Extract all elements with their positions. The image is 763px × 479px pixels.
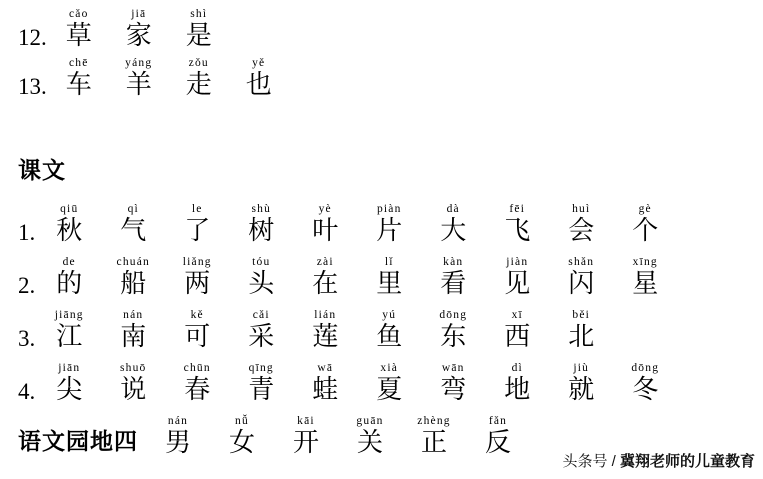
hanzi-text: 开 xyxy=(292,428,319,457)
hanzi-text: 关 xyxy=(356,428,383,457)
pinyin-text: de xyxy=(62,256,76,268)
character-cell xyxy=(485,309,549,352)
pinyin-text: kāi xyxy=(297,415,315,427)
character-cell xyxy=(338,415,402,458)
pinyin-text: nán xyxy=(123,309,144,321)
character-cell xyxy=(169,8,229,51)
pinyin-text: zhèng xyxy=(417,415,451,427)
character-group xyxy=(37,256,677,299)
character-cell xyxy=(165,203,229,246)
pinyin-text: chūn xyxy=(183,362,211,374)
pinyin-text: shǎn xyxy=(568,256,595,268)
pinyin-text: qiū xyxy=(60,203,79,215)
pinyin-text: xīng xyxy=(632,256,658,268)
character-cell xyxy=(165,256,229,299)
character-cell xyxy=(101,256,165,299)
hanzi-text: 船 xyxy=(120,269,147,298)
hanzi-text: 飞 xyxy=(504,216,531,245)
character-cell xyxy=(274,415,338,458)
hanzi-text: 青 xyxy=(248,375,275,404)
row-number: 12. xyxy=(18,25,47,50)
character-cell xyxy=(169,57,229,100)
row-number: 4. xyxy=(18,379,36,404)
lesson-row xyxy=(0,362,763,405)
character-cell xyxy=(357,203,421,246)
pinyin-text: yè xyxy=(318,203,332,215)
character-cell xyxy=(421,309,485,352)
pinyin-text: yú xyxy=(382,309,397,321)
character-cell xyxy=(421,256,485,299)
hanzi-text: 羊 xyxy=(125,70,152,99)
pinyin-text: xī xyxy=(511,309,523,321)
pinyin-text: jiāng xyxy=(54,309,84,321)
character-cell xyxy=(229,309,293,352)
lesson-row xyxy=(0,203,763,246)
hanzi-text: 采 xyxy=(248,322,275,351)
character-cell xyxy=(165,309,229,352)
character-cell xyxy=(549,256,613,299)
character-cell xyxy=(357,362,421,405)
character-cell xyxy=(37,256,101,299)
pinyin-text: piàn xyxy=(376,203,402,215)
pinyin-text: fēi xyxy=(509,203,526,215)
character-group xyxy=(37,203,677,246)
character-cell xyxy=(101,203,165,246)
row-number: 2. xyxy=(18,273,36,298)
character-group xyxy=(49,57,289,100)
hanzi-text: 春 xyxy=(184,375,211,404)
character-cell xyxy=(49,8,109,51)
watermark-brand: 冀翔老师的儿童教育 xyxy=(619,453,755,470)
pinyin-text: fǎn xyxy=(488,415,508,427)
hanzi-text: 叶 xyxy=(312,216,339,245)
pinyin-text: dōng xyxy=(439,309,468,321)
watermark xyxy=(562,450,755,471)
hanzi-text: 尖 xyxy=(56,375,83,404)
character-cell xyxy=(485,362,549,405)
hanzi-text: 江 xyxy=(56,322,83,351)
character-cell xyxy=(485,203,549,246)
pinyin-text: liǎng xyxy=(182,256,212,268)
hanzi-text: 女 xyxy=(228,428,255,457)
character-cell xyxy=(109,57,169,100)
hanzi-text: 南 xyxy=(120,322,147,351)
hanzi-text: 两 xyxy=(184,269,211,298)
character-cell xyxy=(293,203,357,246)
character-cell xyxy=(357,309,421,352)
vocabulary-row xyxy=(0,57,763,100)
pinyin-text: shuō xyxy=(119,362,147,374)
hanzi-text: 反 xyxy=(484,428,511,457)
character-group xyxy=(146,415,530,458)
row-number: 1. xyxy=(18,220,36,245)
pinyin-text: nán xyxy=(167,415,189,427)
pinyin-text: kě xyxy=(190,309,204,321)
hanzi-text: 个 xyxy=(632,216,659,245)
pinyin-text: kàn xyxy=(443,256,464,268)
character-cell xyxy=(37,309,101,352)
hanzi-text: 秋 xyxy=(56,216,83,245)
pinyin-text: huì xyxy=(572,203,591,215)
hanzi-text: 西 xyxy=(504,322,531,351)
pinyin-text: xià xyxy=(380,362,399,374)
pinyin-text: le xyxy=(191,203,203,215)
hanzi-text: 片 xyxy=(376,216,403,245)
character-cell xyxy=(165,362,229,405)
hanzi-text: 的 xyxy=(56,269,83,298)
hanzi-text: 莲 xyxy=(312,322,339,351)
pinyin-text: zài xyxy=(316,256,334,268)
character-cell xyxy=(37,362,101,405)
lesson-row xyxy=(0,256,763,299)
character-cell xyxy=(549,203,613,246)
hanzi-text: 男 xyxy=(164,428,191,457)
pinyin-text: shì xyxy=(190,8,208,20)
pinyin-text: wā xyxy=(317,362,334,374)
character-group xyxy=(37,309,613,352)
pinyin-text: jiān xyxy=(58,362,81,374)
character-cell xyxy=(613,362,677,405)
hanzi-text: 正 xyxy=(420,428,447,457)
hanzi-text: 看 xyxy=(440,269,467,298)
pinyin-text: dà xyxy=(446,203,460,215)
pinyin-text: chuán xyxy=(116,256,150,268)
hanzi-text: 会 xyxy=(568,216,595,245)
pinyin-text: chē xyxy=(68,57,89,69)
character-cell xyxy=(293,309,357,352)
row-number: 3. xyxy=(18,326,36,351)
hanzi-text: 地 xyxy=(504,375,531,404)
character-cell xyxy=(293,362,357,405)
hanzi-text: 是 xyxy=(185,21,212,50)
pinyin-text: guān xyxy=(356,415,384,427)
hanzi-text: 家 xyxy=(125,21,152,50)
character-cell xyxy=(210,415,274,458)
pinyin-text: jiù xyxy=(573,362,590,374)
character-cell xyxy=(229,203,293,246)
character-cell xyxy=(357,256,421,299)
lesson-row xyxy=(0,309,763,352)
character-cell xyxy=(229,256,293,299)
hanzi-text: 气 xyxy=(120,216,147,245)
hanzi-text: 树 xyxy=(248,216,275,245)
character-cell xyxy=(485,256,549,299)
vocabulary-list-top xyxy=(0,0,763,100)
pinyin-text: yě xyxy=(252,57,266,69)
pinyin-text: dì xyxy=(511,362,523,374)
hanzi-text: 也 xyxy=(245,70,272,99)
hanzi-text: 就 xyxy=(568,375,595,404)
pinyin-text: gè xyxy=(638,203,652,215)
character-cell xyxy=(402,415,466,458)
pinyin-text: zǒu xyxy=(188,57,209,69)
watermark-prefix: 头条号 / xyxy=(562,453,620,470)
character-cell xyxy=(549,309,613,352)
hanzi-text: 里 xyxy=(376,269,403,298)
hanzi-text: 走 xyxy=(185,70,212,99)
character-cell xyxy=(421,203,485,246)
pinyin-text: yáng xyxy=(125,57,153,69)
character-cell xyxy=(109,8,169,51)
character-cell xyxy=(421,362,485,405)
pinyin-text: nǚ xyxy=(235,415,249,427)
hanzi-text: 弯 xyxy=(440,375,467,404)
character-cell xyxy=(466,415,530,458)
pinyin-text: dōng xyxy=(631,362,660,374)
character-cell xyxy=(229,57,289,100)
section-heading: 课文 xyxy=(18,158,66,183)
vocabulary-row xyxy=(0,8,763,51)
hanzi-text: 草 xyxy=(65,21,92,50)
lesson-list xyxy=(0,203,763,405)
character-cell xyxy=(229,362,293,405)
hanzi-text: 北 xyxy=(568,322,595,351)
character-cell xyxy=(101,362,165,405)
pinyin-text: cǎi xyxy=(252,309,270,321)
character-cell xyxy=(49,57,109,100)
hanzi-text: 大 xyxy=(440,216,467,245)
pinyin-text: cǎo xyxy=(68,8,89,20)
hanzi-text: 在 xyxy=(312,269,339,298)
character-cell xyxy=(293,256,357,299)
hanzi-text: 可 xyxy=(184,322,211,351)
character-group xyxy=(49,8,229,51)
character-group xyxy=(37,362,677,405)
hanzi-text: 头 xyxy=(248,269,275,298)
character-cell xyxy=(549,362,613,405)
unit-section-heading: 语文园地四 xyxy=(18,429,138,454)
character-cell xyxy=(613,203,677,246)
hanzi-text: 见 xyxy=(504,269,531,298)
pinyin-text: jiā xyxy=(131,8,147,20)
hanzi-text: 蛙 xyxy=(312,375,339,404)
character-cell xyxy=(146,415,210,458)
pinyin-text: lián xyxy=(314,309,337,321)
hanzi-text: 车 xyxy=(65,70,92,99)
hanzi-text: 闪 xyxy=(568,269,595,298)
hanzi-text: 了 xyxy=(184,216,211,245)
pinyin-text: qì xyxy=(127,203,139,215)
pinyin-text: jiàn xyxy=(506,256,529,268)
pinyin-text: běi xyxy=(572,309,591,321)
pinyin-text: qīng xyxy=(248,362,274,374)
hanzi-text: 东 xyxy=(440,322,467,351)
hanzi-text: 说 xyxy=(120,375,147,404)
row-number: 13. xyxy=(18,74,47,99)
pinyin-text: wān xyxy=(441,362,465,374)
hanzi-text: 星 xyxy=(632,269,659,298)
hanzi-text: 夏 xyxy=(376,375,403,404)
hanzi-text: 鱼 xyxy=(376,322,403,351)
pinyin-text: tóu xyxy=(252,256,271,268)
character-cell xyxy=(37,203,101,246)
pinyin-text: lǐ xyxy=(384,256,394,268)
character-cell xyxy=(101,309,165,352)
character-cell xyxy=(613,256,677,299)
hanzi-text: 冬 xyxy=(632,375,659,404)
pinyin-text: shù xyxy=(251,203,272,215)
